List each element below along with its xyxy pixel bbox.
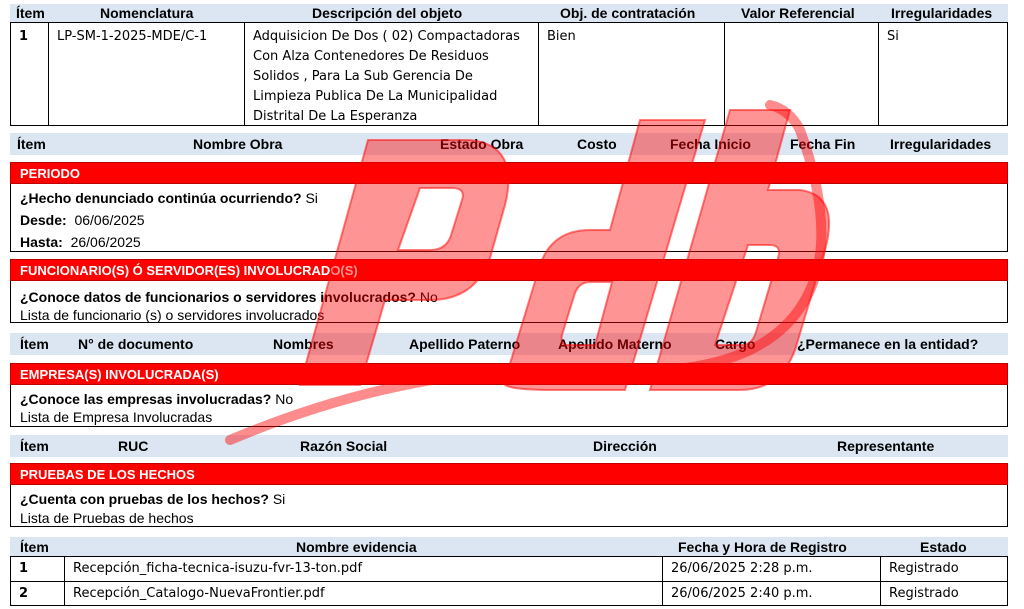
periodo-hasta bbox=[20, 234, 141, 250]
periodo-question-label: ¿Hecho denunciado continúa ocurriendo? bbox=[20, 190, 302, 206]
pruebas-question-label: ¿Cuenta con pruebas de los hechos? bbox=[20, 491, 269, 507]
pru-header-estado: Estado bbox=[920, 539, 967, 555]
pruebas-question bbox=[20, 491, 285, 507]
table-row bbox=[11, 557, 1007, 582]
func-header-ap-paterno: Apellido Paterno bbox=[409, 336, 521, 352]
func-header-item: Ítem bbox=[20, 336, 49, 352]
header-nomenclatura: Nomenclatura bbox=[100, 5, 194, 21]
obra-header-fecha-fin: Fecha Fin bbox=[790, 136, 856, 152]
periodo-box bbox=[10, 184, 1008, 252]
pru-header-fecha: Fecha y Hora de Registro bbox=[678, 539, 847, 555]
header-valor: Valor Referencial bbox=[741, 5, 855, 21]
empresas-question bbox=[20, 391, 293, 407]
periodo-desde bbox=[20, 212, 145, 228]
empresas-question-label: ¿Conoce las empresas involucradas? bbox=[20, 391, 272, 407]
func-header-documento: N° de documento bbox=[78, 336, 194, 352]
descripcion-line: Adquisicion De Dos ( 02) Compactadoras bbox=[253, 29, 520, 44]
funcionarios-box bbox=[10, 281, 1008, 323]
header-descripcion: Descripción del objeto bbox=[312, 5, 463, 21]
funcionarios-list-label: Lista de funcionario (s) o servidores involucrados bbox=[20, 307, 325, 323]
funcionarios-table-header bbox=[10, 333, 1008, 355]
periodo-question-value: Si bbox=[305, 190, 318, 206]
row-estado: Registrado bbox=[889, 586, 959, 601]
obra-header-costo: Costo bbox=[577, 136, 617, 152]
emp-header-razon-social: Razón Social bbox=[300, 438, 388, 454]
empresas-section-title: EMPRESA(S) INVOLUCRADA(S) bbox=[10, 363, 1008, 385]
funcionarios-question-label: ¿Conoce datos de funcionarios o servidores involucrados? bbox=[20, 289, 416, 305]
obra-header-item: Ítem bbox=[17, 136, 46, 152]
empresas-table-header bbox=[10, 435, 1008, 457]
object-table-header bbox=[10, 4, 1008, 22]
descripcion-line: Limpieza Publica De La Municipalidad bbox=[253, 89, 498, 104]
obra-header-nombre: Nombre Obra bbox=[193, 136, 283, 152]
cell-nomenclatura: LP-SM-1-2025-MDE/C-1 bbox=[49, 23, 245, 125]
pru-header-item: Ítem bbox=[20, 539, 49, 555]
desde-label: Desde: bbox=[20, 212, 67, 228]
hasta-value: 26/06/2025 bbox=[70, 234, 141, 250]
row-nombre-evidencia[interactable]: Recepción_ficha-tecnica-isuzu-fvr-13-ton.pdf bbox=[65, 557, 663, 582]
obra-header-irregularidades: Irregularidades bbox=[890, 136, 992, 152]
periodo-section-title: PERIODO bbox=[10, 162, 1008, 184]
cell-descripcion bbox=[245, 23, 539, 125]
funcionarios-question-value: No bbox=[419, 289, 438, 305]
emp-header-ruc: RUC bbox=[118, 438, 149, 454]
row-fecha: 26/06/2025 2:40 p.m. bbox=[663, 582, 881, 606]
pruebas-box bbox=[10, 485, 1008, 527]
row-item: 1 bbox=[11, 557, 65, 582]
pruebas-section-title: PRUEBAS DE LOS HECHOS bbox=[10, 463, 1008, 485]
row-item: 2 bbox=[11, 582, 65, 606]
emp-header-direccion: Dirección bbox=[593, 438, 657, 454]
row-fecha: 26/06/2025 2:28 p.m. bbox=[663, 557, 881, 582]
funcionarios-question bbox=[20, 289, 438, 305]
cell-item: 1 bbox=[11, 23, 49, 125]
empresas-list-label: Lista de Empresa Involucradas bbox=[20, 409, 213, 425]
cell-irregularidades: Si bbox=[887, 29, 899, 44]
emp-header-representante: Representante bbox=[837, 438, 935, 454]
table-row bbox=[11, 581, 1007, 606]
row-estado: Registrado bbox=[889, 561, 959, 576]
empresas-box bbox=[10, 385, 1008, 427]
obra-table-header bbox=[10, 133, 1008, 155]
descripcion-line: Distrital De La Esperanza bbox=[253, 109, 418, 124]
cell-valor bbox=[725, 23, 879, 125]
empresas-question-value: No bbox=[275, 391, 294, 407]
descripcion-line: Con Alza Contenedores De Residuos bbox=[253, 49, 489, 64]
object-table bbox=[10, 22, 1008, 126]
hasta-label: Hasta: bbox=[20, 234, 63, 250]
desde-value: 06/06/2025 bbox=[74, 212, 145, 228]
pruebas-list-label: Lista de Pruebas de hechos bbox=[20, 510, 194, 526]
header-item: Ítem bbox=[16, 5, 45, 21]
pru-header-nombre: Nombre evidencia bbox=[296, 539, 417, 555]
descripcion-line: Solidos , Para La Sub Gerencia De bbox=[253, 69, 473, 84]
cell-objeto: Bien bbox=[539, 23, 725, 125]
header-objeto: Obj. de contratación bbox=[560, 5, 696, 21]
pruebas-table bbox=[10, 556, 1008, 606]
func-header-ap-materno: Apellido Materno bbox=[558, 336, 672, 352]
func-header-permanece: ¿Permanece en la entidad? bbox=[797, 336, 979, 352]
pruebas-table-header bbox=[10, 537, 1008, 556]
emp-header-item: Ítem bbox=[20, 438, 49, 454]
pruebas-question-value: Si bbox=[272, 491, 286, 507]
obra-header-fecha-inicio: Fecha Inicio bbox=[670, 136, 751, 152]
func-header-cargo: Cargo bbox=[715, 336, 756, 352]
obra-header-estado: Estado Obra bbox=[440, 136, 524, 152]
header-irregularidades: Irregularidades bbox=[891, 5, 993, 21]
row-nombre-evidencia[interactable]: Recepción_Catalogo-NuevaFrontier.pdf bbox=[65, 582, 663, 606]
funcionarios-section-title: FUNCIONARIO(S) Ó SERVIDOR(ES) INVOLUCRADO(S) bbox=[10, 259, 1008, 281]
periodo-question bbox=[20, 190, 318, 206]
func-header-nombres: Nombres bbox=[273, 336, 334, 352]
